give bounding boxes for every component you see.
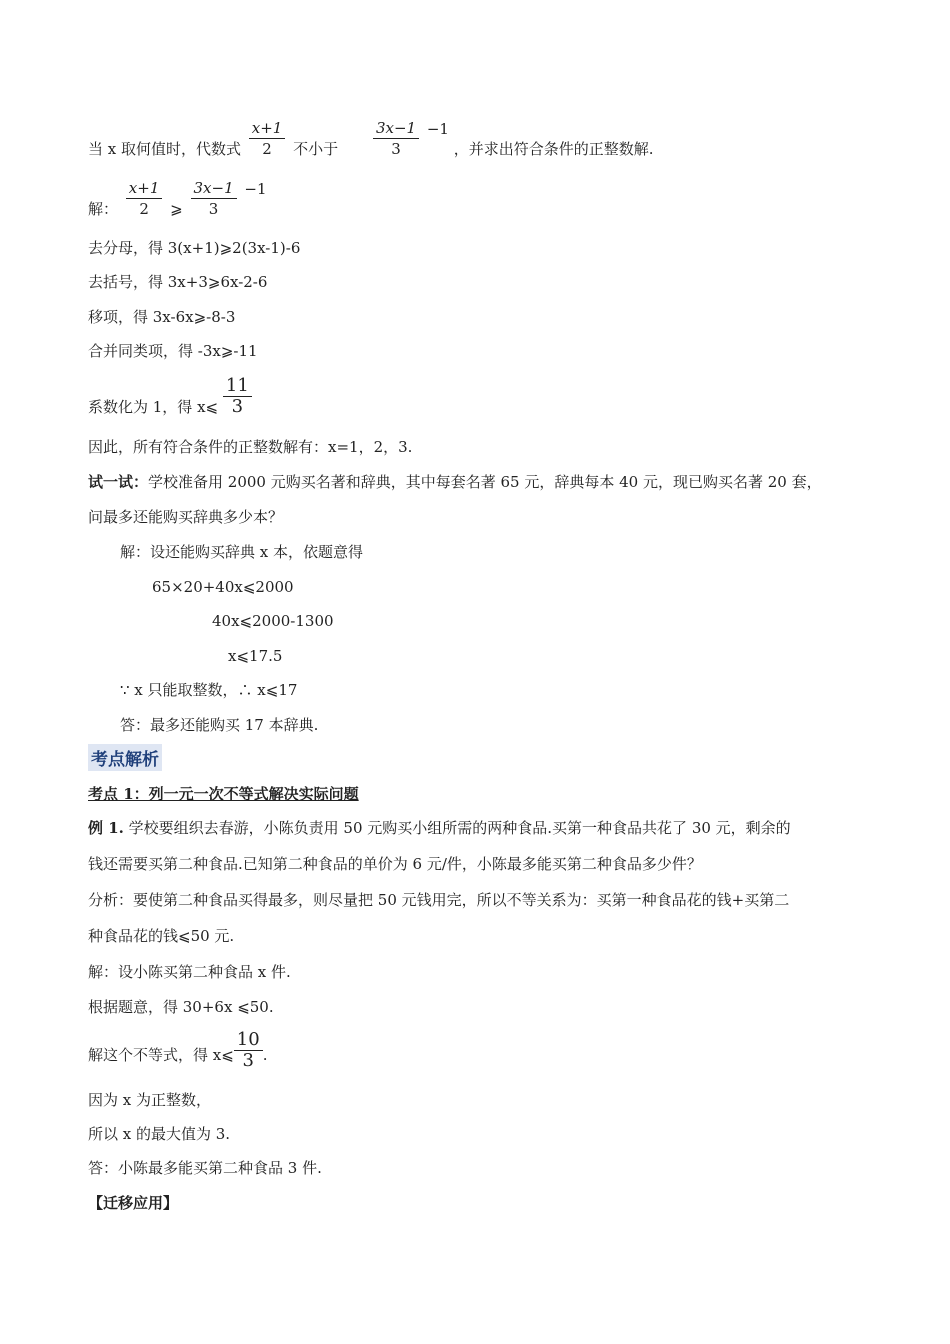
step-remove-brackets: 去括号，得 3x+3⩾6x-2-6 (88, 273, 268, 291)
solution-fraction-left: $\frac{x+1}{2}$ (126, 178, 163, 219)
example-solution-2: 根据题意，得 30+6x ⩽50. (88, 998, 274, 1016)
question-suffix: ，并求出符合条件的正整数解. (453, 140, 654, 158)
solution-fraction-right: $\frac{3x-1}{3}$ (191, 178, 237, 219)
try-text-1: 学校准备用 2000 元购买名著和辞典，其中每套名著 65 元，辞典每本 40 元，现已购买名著 20 套， (148, 473, 822, 491)
try-answer-5: ∵ x 只能取整数，∴ x⩽17 (120, 681, 298, 699)
solve-period: . (262, 1046, 268, 1064)
try-answer-4: x⩽17.5 (228, 647, 283, 665)
try-answer-1: 解：设还能购买辞典 x 本，依题意得 (120, 543, 363, 561)
try-problem-line-2: 问最多还能购买辞典多少本？ (88, 508, 284, 526)
solution-label: 解： (88, 200, 119, 218)
fraction-x-plus-1-over-2: $\frac{x+1}{2}$ (249, 118, 286, 159)
question-minus-one: −1 (426, 120, 449, 138)
try-answer-3: 40x⩽2000-1300 (212, 612, 334, 630)
example-solution-4: 因为 x 为正整数， (88, 1091, 211, 1109)
example-solution-6: 答：小陈最多能买第二种食品 3 件. (88, 1159, 322, 1177)
example-line-1 (88, 818, 791, 838)
step-coefficient-one (88, 376, 255, 417)
solution-minus-one: −1 (244, 180, 267, 198)
example-text-1: 学校要组织去春游，小陈负责用 50 元购买小组所需的两种食品.买第一种食品共花了 30 元，剩余的 (123, 819, 791, 837)
analysis-line-1: 分析：要使第二种食品买得最多，则尽量把 50 元钱用完，所以不等关系为：买第一种食品花的钱+买第二 (88, 891, 790, 909)
question-mid: 不小于 (293, 140, 339, 158)
step-remove-denominator: 去分母，得 3(x+1)⩾2(3x-1)-6 (88, 239, 301, 257)
coefficient-step-text: 系数化为 1，得 x⩽ (88, 398, 219, 416)
geq-symbol: ⩾ (170, 200, 183, 218)
example-solution-1: 解：设小陈买第二种食品 x 件. (88, 963, 291, 981)
step-move-terms: 移项，得 3x-6x⩾-8-3 (88, 308, 236, 326)
key-point-title: 考点 1：列一元一次不等式解决实际问题 (88, 785, 359, 803)
example-line-2: 钱还需要买第二种食品.已知第二种食品的单价为 6 元/件，小陈最多能买第二种食品多少件？ (88, 855, 702, 873)
try-label: 试一试： (88, 473, 149, 491)
example-solution-5: 所以 x 的最大值为 3. (88, 1125, 231, 1143)
example-label: 例 1. (88, 819, 124, 837)
try-problem-line-1 (88, 472, 822, 492)
fraction-10-over-3: $\frac{10}{3}$ (234, 1030, 263, 1071)
question-line (88, 118, 654, 159)
solution-conclusion: 因此，所有符合条件的正整数解有：x=1，2，3. (88, 438, 413, 456)
transfer-application-heading: 【迁移应用】 (88, 1194, 179, 1212)
try-answer-6: 答：最多还能购买 17 本辞典. (120, 716, 319, 734)
step-combine-terms: 合并同类项，得 -3x⩾-11 (88, 342, 258, 360)
try-answer-2: 65×20+40x⩽2000 (152, 578, 294, 596)
question-prefix: 当 x 取何值时，代数式 (88, 140, 241, 158)
fraction-3x-minus-1-over-3: $\frac{3x-1}{3}$ (373, 118, 419, 159)
analysis-line-2: 种食品花的钱⩽50 元. (88, 927, 235, 945)
fraction-11-over-3: $\frac{11}{3}$ (223, 376, 252, 417)
solve-text: 解这个不等式，得 x⩽ (88, 1046, 234, 1064)
solution-inequality-line (88, 178, 267, 219)
section-heading: 考点解析 (88, 744, 162, 771)
example-solution-3 (88, 1030, 267, 1071)
